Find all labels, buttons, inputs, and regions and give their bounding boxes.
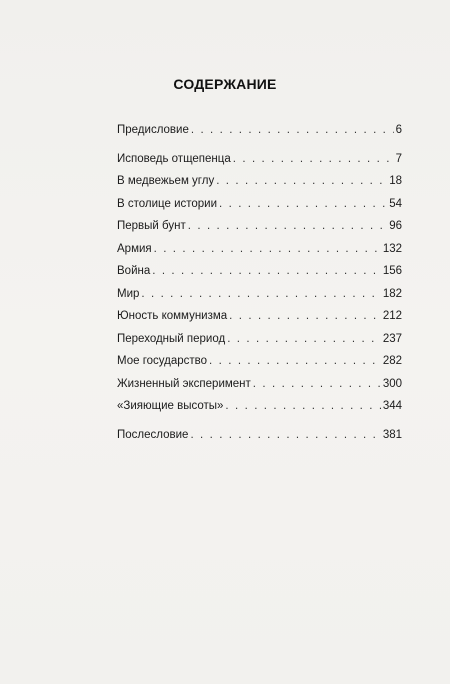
page-title: СОДЕРЖАНИЕ (173, 76, 277, 92)
toc-entry-title: В медвежьем углу (117, 175, 215, 187)
toc-entry-page: 381 (382, 428, 402, 441)
toc-dot-leader (152, 260, 381, 283)
toc-entry-confession (117, 148, 402, 171)
toc-entry-peace (117, 283, 402, 306)
toc-entry-war (117, 260, 402, 283)
toc-dot-leader (209, 350, 381, 373)
toc-entry-page: 18 (389, 175, 402, 187)
toc-dot-leader (188, 215, 387, 238)
toc-dot-leader (225, 395, 380, 418)
toc-entry-title: Исповедь отщепенца (117, 152, 231, 165)
toc-entry-page: 96 (389, 220, 402, 232)
toc-entry-first-revolt (117, 215, 402, 238)
toc-entry-afterword (117, 424, 402, 447)
toc-entry-title: Армия (117, 242, 152, 255)
toc-entry-title: В столице истории (117, 197, 218, 210)
toc-entry-yawning-heights (117, 395, 402, 418)
toc-entry-title: Мир (117, 287, 140, 300)
toc-entry-life-experiment (117, 373, 402, 396)
toc-entry-title: Война (117, 265, 151, 277)
toc-entry-page: 344 (382, 400, 402, 412)
toc-dot-leader (190, 424, 380, 447)
toc-dot-leader (219, 193, 387, 216)
toc-dot-leader (216, 170, 387, 193)
toc-entry-capital-of-history (117, 193, 402, 216)
toc-entry-page: 6 (395, 124, 402, 136)
toc-entry-page: 182 (382, 287, 402, 300)
toc-dot-leader (154, 238, 381, 261)
toc-entry-title: Предисловие (117, 124, 189, 136)
toc-entry-page: 237 (382, 332, 402, 345)
toc-entry-my-state (117, 350, 402, 373)
toc-entry-title: Жизненный эксперимент (117, 377, 251, 390)
toc-entry-page: 132 (382, 242, 402, 255)
table-of-contents (117, 119, 402, 446)
toc-entry-bear-corner (117, 170, 402, 193)
toc-dot-leader (253, 373, 381, 396)
toc-entry-army (117, 238, 402, 261)
toc-entry-title: Переходный период (117, 332, 226, 345)
toc-entry-page: 156 (382, 265, 402, 277)
toc-entry-title: «Зияющие высоты» (117, 400, 224, 412)
toc-dot-leader (191, 119, 394, 142)
toc-dot-leader (141, 283, 380, 306)
toc-entry-page: 7 (395, 152, 402, 165)
toc-entry-title: Первый бунт (117, 220, 186, 232)
toc-entry-title: Послесловие (117, 428, 189, 441)
toc-dot-leader (229, 305, 381, 328)
toc-entry-page: 212 (382, 310, 402, 322)
toc-entry-transition-period (117, 328, 402, 351)
toc-dot-leader (227, 328, 381, 351)
toc-entry-title: Мое государство (117, 355, 208, 367)
toc-entry-title: Юность коммунизма (117, 310, 228, 322)
toc-dot-leader (233, 148, 394, 171)
toc-entry-youth-of-communism (117, 305, 402, 328)
toc-entry-preface (117, 119, 402, 142)
toc-entry-page: 300 (382, 377, 402, 390)
toc-entry-page: 282 (382, 355, 402, 367)
toc-entry-page: 54 (389, 197, 402, 210)
